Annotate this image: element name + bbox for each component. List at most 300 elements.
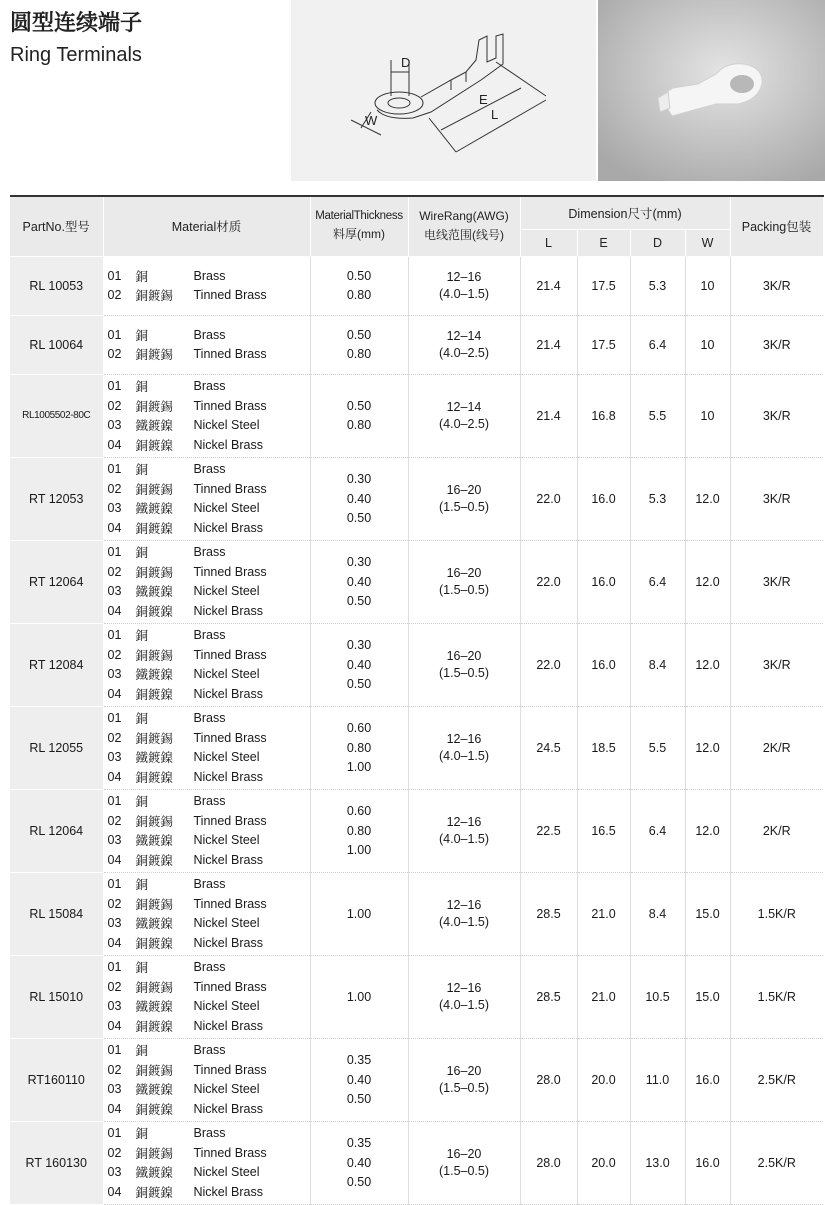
material-name-en: Nickel Steel: [193, 750, 260, 765]
material-name-cn: 鐵鍍鎳: [135, 1000, 174, 1015]
material-line: [108, 958, 310, 978]
thickness-value: 1.00: [346, 843, 372, 857]
dim-e-value: 18.5: [577, 706, 630, 789]
thickness-value: 0.50: [346, 1092, 372, 1106]
table-row: [10, 706, 823, 789]
thickness-value: 0.50: [346, 677, 372, 691]
thickness-value: 0.40: [346, 1155, 372, 1170]
thickness-value: 0.50: [346, 594, 372, 608]
material-name-cn: 銅鍍錫: [135, 1146, 174, 1161]
material-name-en: Tinned Brass: [193, 481, 267, 496]
packing-value: 2K/R: [730, 706, 823, 789]
table-row: [10, 1038, 823, 1121]
table-row: [10, 623, 823, 706]
material-name-cn: 銅鍍錫: [135, 980, 174, 995]
dim-w-value: 12.0: [685, 457, 730, 540]
material-code: 01: [107, 960, 122, 975]
material-code: 02: [107, 730, 122, 745]
table-row: [10, 872, 823, 955]
material-code: 04: [107, 603, 122, 618]
material-name-en: Nickel Brass: [193, 686, 263, 701]
dim-e-value: 21.0: [577, 955, 630, 1038]
material-code: 02: [107, 813, 122, 828]
material-name-en: Brass: [193, 877, 226, 892]
material-name-en: Brass: [193, 1043, 226, 1058]
wire-mm: (4.0–1.5): [438, 749, 490, 763]
material-name-cn: 鐵鍍鎳: [135, 1166, 174, 1181]
material-name-en: Tinned Brass: [193, 347, 267, 362]
material-code: 03: [107, 1165, 122, 1180]
thickness-list: [310, 789, 408, 872]
material-name-cn: 銅鍍鎳: [135, 521, 174, 536]
material-name-cn: 銅鍍錫: [135, 814, 174, 829]
packing-value: 3K/R: [730, 623, 823, 706]
material-name-cn: 銅鍍錫: [135, 348, 174, 363]
wire-mm: (1.5–0.5): [438, 1081, 490, 1095]
wire-range: [408, 1121, 520, 1204]
dim-e-value: 17.5: [577, 256, 630, 315]
material-name-en: Nickel Steel: [193, 999, 260, 1014]
part-number: RL 15084: [10, 872, 103, 955]
material-code: 03: [107, 833, 122, 848]
dim-d-value: 8.4: [630, 872, 685, 955]
thickness-value: 0.50: [346, 398, 372, 413]
material-line: [108, 997, 310, 1017]
material-line: [108, 684, 310, 704]
material-code: 04: [107, 852, 122, 867]
material-line: [108, 875, 310, 895]
material-name-en: Brass: [193, 327, 226, 342]
dim-l-value: 28.0: [520, 1121, 577, 1204]
material-name-cn: 銅鍍鎳: [135, 853, 174, 868]
material-line: [108, 460, 310, 480]
part-number: RL 12055: [10, 706, 103, 789]
header-wire-en: WireRang(AWG): [419, 209, 509, 224]
material-name-en: Nickel Brass: [193, 1018, 263, 1033]
material-name-en: Brass: [193, 268, 226, 283]
material-code: 01: [107, 794, 122, 809]
dim-d-value: 5.3: [630, 457, 685, 540]
material-line: [108, 709, 310, 729]
wire-awg: 16–20: [446, 483, 482, 497]
material-name-cn: 銅鍍錫: [135, 289, 174, 304]
thickness-value: 0.40: [346, 657, 372, 672]
material-line: [108, 1099, 310, 1119]
packing-value: 3K/R: [730, 540, 823, 623]
wire-mm: (4.0–1.5): [438, 998, 490, 1012]
packing-value: 1.5K/R: [730, 872, 823, 955]
material-line: [108, 416, 310, 436]
dim-e-value: 16.5: [577, 789, 630, 872]
material-code: 01: [107, 1126, 122, 1141]
wire-range: [408, 256, 520, 315]
material-name-cn: 銅鍍錫: [135, 897, 174, 912]
material-name-en: Nickel Brass: [193, 769, 263, 784]
header-dim-d: D: [630, 229, 685, 256]
wire-awg: 16–20: [446, 1064, 482, 1078]
packing-value: 1.5K/R: [730, 955, 823, 1038]
material-name-cn: 鐵鍍鎳: [135, 668, 174, 683]
material-code: 02: [107, 1145, 122, 1160]
dim-w-value: 12.0: [685, 623, 730, 706]
material-name-en: Nickel Steel: [193, 418, 260, 433]
material-line: [108, 1143, 310, 1163]
material-name-en: Nickel Steel: [193, 584, 260, 599]
thickness-value: 0.40: [346, 491, 372, 506]
material-code: 01: [107, 628, 122, 643]
material-name-cn: 鐵鍍鎳: [135, 751, 174, 766]
header-thickness: [310, 196, 408, 256]
material-code: 03: [107, 667, 122, 682]
material-line: [108, 811, 310, 831]
wire-awg: 12–16: [446, 270, 482, 284]
thickness-value: 0.30: [346, 555, 372, 569]
thickness-value: 0.80: [346, 418, 372, 433]
wire-mm: (1.5–0.5): [438, 500, 490, 514]
material-list: [103, 789, 310, 872]
material-name-en: Tinned Brass: [193, 564, 267, 579]
material-line: [108, 767, 310, 787]
thickness-value: 0.35: [346, 1053, 372, 1067]
material-name-cn: 銅鍍鎳: [135, 936, 174, 951]
material-name-en: Tinned Brass: [193, 979, 267, 994]
header-packing: Packing包装: [730, 196, 823, 256]
material-code: 04: [107, 520, 122, 535]
wire-awg: 12–14: [446, 400, 482, 414]
header-wire-range: [408, 196, 520, 256]
material-name-cn: 銅: [135, 380, 149, 395]
material-line: [108, 1016, 310, 1036]
material-name-en: Nickel Brass: [193, 1184, 263, 1199]
material-name-en: Tinned Brass: [193, 288, 267, 303]
dim-l-value: 21.4: [520, 256, 577, 315]
material-code: 01: [107, 877, 122, 892]
dim-l-value: 22.0: [520, 623, 577, 706]
thickness-list: [310, 457, 408, 540]
material-line: [108, 1124, 310, 1144]
thickness-value: 0.50: [346, 327, 372, 342]
dim-l-value: 28.5: [520, 955, 577, 1038]
thickness-value: 0.35: [346, 1136, 372, 1150]
material-name-cn: 銅: [135, 878, 149, 893]
material-code: 04: [107, 769, 122, 784]
header-dim-w: W: [685, 229, 730, 256]
material-name-cn: 銅: [135, 629, 149, 644]
material-name-en: Tinned Brass: [193, 730, 267, 745]
material-code: 02: [107, 979, 122, 994]
material-name-en: Nickel Steel: [193, 916, 260, 931]
material-line: [108, 601, 310, 621]
material-name-cn: 銅: [135, 712, 149, 727]
material-name-en: Nickel Brass: [193, 852, 263, 867]
header-thickness-en: MaterialThickness: [315, 210, 403, 223]
material-list: [103, 540, 310, 623]
material-line: [108, 266, 310, 286]
part-number: RT160110: [10, 1038, 103, 1121]
spec-table-body: [10, 256, 823, 1204]
thickness-value: 1.00: [346, 760, 372, 774]
material-line: [108, 1060, 310, 1080]
material-list: [103, 457, 310, 540]
material-name-cn: 鐵鍍鎳: [135, 834, 174, 849]
wire-range: [408, 706, 520, 789]
thickness-value: 0.40: [346, 1072, 372, 1087]
dim-d-value: 6.4: [630, 789, 685, 872]
part-number: RL1005502-80C: [10, 374, 103, 457]
material-name-cn: 鐵鍍鎳: [135, 502, 174, 517]
dim-w-value: 10: [685, 256, 730, 315]
material-name-cn: 銅鍍鎳: [135, 1102, 174, 1117]
wire-mm: (4.0–1.5): [438, 915, 490, 929]
material-code: 02: [107, 647, 122, 662]
wire-awg: 12–16: [446, 898, 482, 912]
header-thickness-cn: 料厚(mm): [333, 227, 385, 242]
header-wire-cn: 电线范围(线号): [424, 228, 504, 243]
material-name-cn: 銅鍍錫: [135, 565, 174, 580]
material-code: 02: [107, 896, 122, 911]
material-line: [108, 977, 310, 997]
dim-label-e: E: [479, 92, 488, 107]
material-name-en: Brass: [193, 1126, 226, 1141]
material-line: [108, 728, 310, 748]
dim-w-value: 10: [685, 374, 730, 457]
dim-e-value: 20.0: [577, 1121, 630, 1204]
dim-d-value: 5.5: [630, 706, 685, 789]
material-code: 03: [107, 1082, 122, 1097]
thickness-list: [310, 1121, 408, 1204]
thickness-value: 0.80: [346, 823, 372, 838]
material-code: 04: [107, 437, 122, 452]
table-row: [10, 540, 823, 623]
table-row: [10, 315, 823, 374]
dim-w-value: 12.0: [685, 706, 730, 789]
part-number: RT 12064: [10, 540, 103, 623]
material-code: 01: [107, 711, 122, 726]
wire-mm: (1.5–0.5): [438, 1164, 490, 1178]
material-name-cn: 銅鍍錫: [135, 482, 174, 497]
material-code: 01: [107, 545, 122, 560]
dim-d-value: 5.3: [630, 256, 685, 315]
material-line: [108, 325, 310, 345]
thickness-list: [310, 872, 408, 955]
material-line: [108, 345, 310, 365]
dim-label-w: W: [365, 113, 378, 128]
wire-mm: (1.5–0.5): [438, 583, 490, 597]
dim-w-value: 12.0: [685, 540, 730, 623]
dim-w-value: 10: [685, 315, 730, 374]
material-name-cn: 銅鍍錫: [135, 1063, 174, 1078]
material-line: [108, 645, 310, 665]
header-part-no: PartNo.型号: [10, 196, 103, 256]
wire-mm: (1.5–0.5): [438, 666, 490, 680]
wire-range: [408, 374, 520, 457]
dim-d-value: 13.0: [630, 1121, 685, 1204]
material-name-cn: 銅鍍鎳: [135, 1019, 174, 1034]
packing-value: 3K/R: [730, 374, 823, 457]
thickness-value: 0.30: [346, 472, 372, 486]
material-code: 03: [107, 750, 122, 765]
material-code: 04: [107, 1101, 122, 1116]
packing-value: 2.5K/R: [730, 1038, 823, 1121]
material-code: 04: [107, 935, 122, 950]
table-row: [10, 955, 823, 1038]
thickness-value: 0.50: [346, 511, 372, 525]
wire-awg: 16–20: [446, 566, 482, 580]
material-name-en: Nickel Brass: [193, 437, 263, 452]
header-dim-e: E: [577, 229, 630, 256]
material-code: 02: [107, 398, 122, 413]
packing-value: 3K/R: [730, 315, 823, 374]
wire-range: [408, 955, 520, 1038]
thickness-value: 0.50: [346, 268, 372, 283]
material-name-en: Nickel Steel: [193, 667, 260, 682]
material-name-en: Brass: [193, 960, 226, 975]
wire-mm: (4.0–2.5): [438, 417, 490, 431]
dim-d-value: 8.4: [630, 623, 685, 706]
part-number: RT 12084: [10, 623, 103, 706]
material-name-cn: 銅鍍錫: [135, 648, 174, 663]
material-line: [108, 1163, 310, 1183]
material-name-en: Nickel Brass: [193, 520, 263, 535]
material-name-en: Nickel Brass: [193, 603, 263, 618]
material-list: [103, 315, 310, 374]
material-line: [108, 748, 310, 768]
material-name-en: Nickel Brass: [193, 935, 263, 950]
wire-awg: 16–20: [446, 1147, 482, 1161]
thickness-value: 0.40: [346, 574, 372, 589]
dim-l-value: 24.5: [520, 706, 577, 789]
dim-e-value: 17.5: [577, 315, 630, 374]
material-line: [108, 499, 310, 519]
thickness-value: 1.00: [346, 906, 372, 921]
table-row: [10, 1121, 823, 1204]
dim-d-value: 11.0: [630, 1038, 685, 1121]
wire-awg: 12–16: [446, 732, 482, 746]
dim-w-value: 15.0: [685, 872, 730, 955]
material-name-en: Brass: [193, 545, 226, 560]
material-code: 03: [107, 584, 122, 599]
dim-d-value: 6.4: [630, 315, 685, 374]
thickness-list: [310, 256, 408, 315]
packing-value: 2.5K/R: [730, 1121, 823, 1204]
part-number: RL 10064: [10, 315, 103, 374]
material-line: [108, 286, 310, 306]
thickness-value: 0.60: [346, 721, 372, 735]
material-line: [108, 377, 310, 397]
header-material: Material材质: [103, 196, 310, 256]
material-name-cn: 鐵鍍鎳: [135, 1083, 174, 1098]
thickness-value: 0.80: [346, 740, 372, 755]
dim-l-value: 22.0: [520, 457, 577, 540]
material-line: [108, 850, 310, 870]
thickness-value: 0.80: [346, 288, 372, 303]
part-number: RL 15010: [10, 955, 103, 1038]
thickness-value: 0.80: [346, 347, 372, 362]
thickness-list: [310, 374, 408, 457]
table-row: [10, 457, 823, 540]
dim-w-value: 16.0: [685, 1121, 730, 1204]
thickness-value: 0.60: [346, 804, 372, 818]
terminal-diagram-svg: [291, 0, 596, 181]
dim-w-value: 15.0: [685, 955, 730, 1038]
material-line: [108, 914, 310, 934]
material-code: 02: [107, 481, 122, 496]
material-name-en: Tinned Brass: [193, 647, 267, 662]
page-title-en: Ring Terminals: [10, 44, 142, 66]
material-line: [108, 1182, 310, 1202]
material-name-cn: 銅鍍鎳: [135, 1185, 174, 1200]
wire-range: [408, 623, 520, 706]
dim-e-value: 16.0: [577, 540, 630, 623]
material-line: [108, 396, 310, 416]
wire-range: [408, 1038, 520, 1121]
material-list: [103, 374, 310, 457]
material-name-cn: 銅: [135, 328, 149, 343]
wire-awg: 12–16: [446, 981, 482, 995]
material-name-cn: 銅鍍鎳: [135, 770, 174, 785]
material-line: [108, 894, 310, 914]
material-code: 01: [107, 462, 122, 477]
dim-l-value: 22.5: [520, 789, 577, 872]
header-dim-l: L: [520, 229, 577, 256]
wire-range: [408, 315, 520, 374]
thickness-list: [310, 540, 408, 623]
material-name-cn: 鐵鍍鎳: [135, 917, 174, 932]
material-line: [108, 562, 310, 582]
part-number: RL 10053: [10, 256, 103, 315]
material-line: [108, 665, 310, 685]
material-name-cn: 銅: [135, 1044, 149, 1059]
material-line: [108, 626, 310, 646]
wire-awg: 12–16: [446, 815, 482, 829]
material-code: 01: [107, 268, 122, 283]
part-number: RL 12064: [10, 789, 103, 872]
material-list: [103, 955, 310, 1038]
material-code: 04: [107, 686, 122, 701]
dim-label-l: L: [491, 107, 499, 122]
thickness-list: [310, 623, 408, 706]
material-line: [108, 543, 310, 563]
dim-l-value: 28.5: [520, 872, 577, 955]
material-name-en: Nickel Steel: [193, 833, 260, 848]
header-dimension: Dimension尺寸(mm): [520, 196, 730, 229]
material-name-cn: 銅鍍錫: [135, 399, 174, 414]
dim-d-value: 6.4: [630, 540, 685, 623]
material-name-cn: 鐵鍍鎳: [135, 585, 174, 600]
material-name-en: Nickel Steel: [193, 1165, 260, 1180]
material-list: [103, 256, 310, 315]
wire-awg: 12–14: [446, 329, 482, 343]
dim-w-value: 16.0: [685, 1038, 730, 1121]
dim-e-value: 20.0: [577, 1038, 630, 1121]
material-name-cn: 銅: [135, 961, 149, 976]
material-name-cn: 鐵鍍鎳: [135, 419, 174, 434]
material-name-cn: 銅: [135, 269, 149, 284]
material-code: 02: [107, 1062, 122, 1077]
material-name-en: Tinned Brass: [193, 1062, 267, 1077]
material-name-cn: 銅鍍鎳: [135, 687, 174, 702]
thickness-value: 0.50: [346, 1175, 372, 1189]
table-row: [10, 374, 823, 457]
material-line: [108, 435, 310, 455]
material-name-en: Brass: [193, 794, 226, 809]
thickness-list: [310, 706, 408, 789]
part-number: RT 12053: [10, 457, 103, 540]
material-code: 03: [107, 999, 122, 1014]
table-row: [10, 789, 823, 872]
dim-l-value: 21.4: [520, 315, 577, 374]
packing-value: 3K/R: [730, 457, 823, 540]
